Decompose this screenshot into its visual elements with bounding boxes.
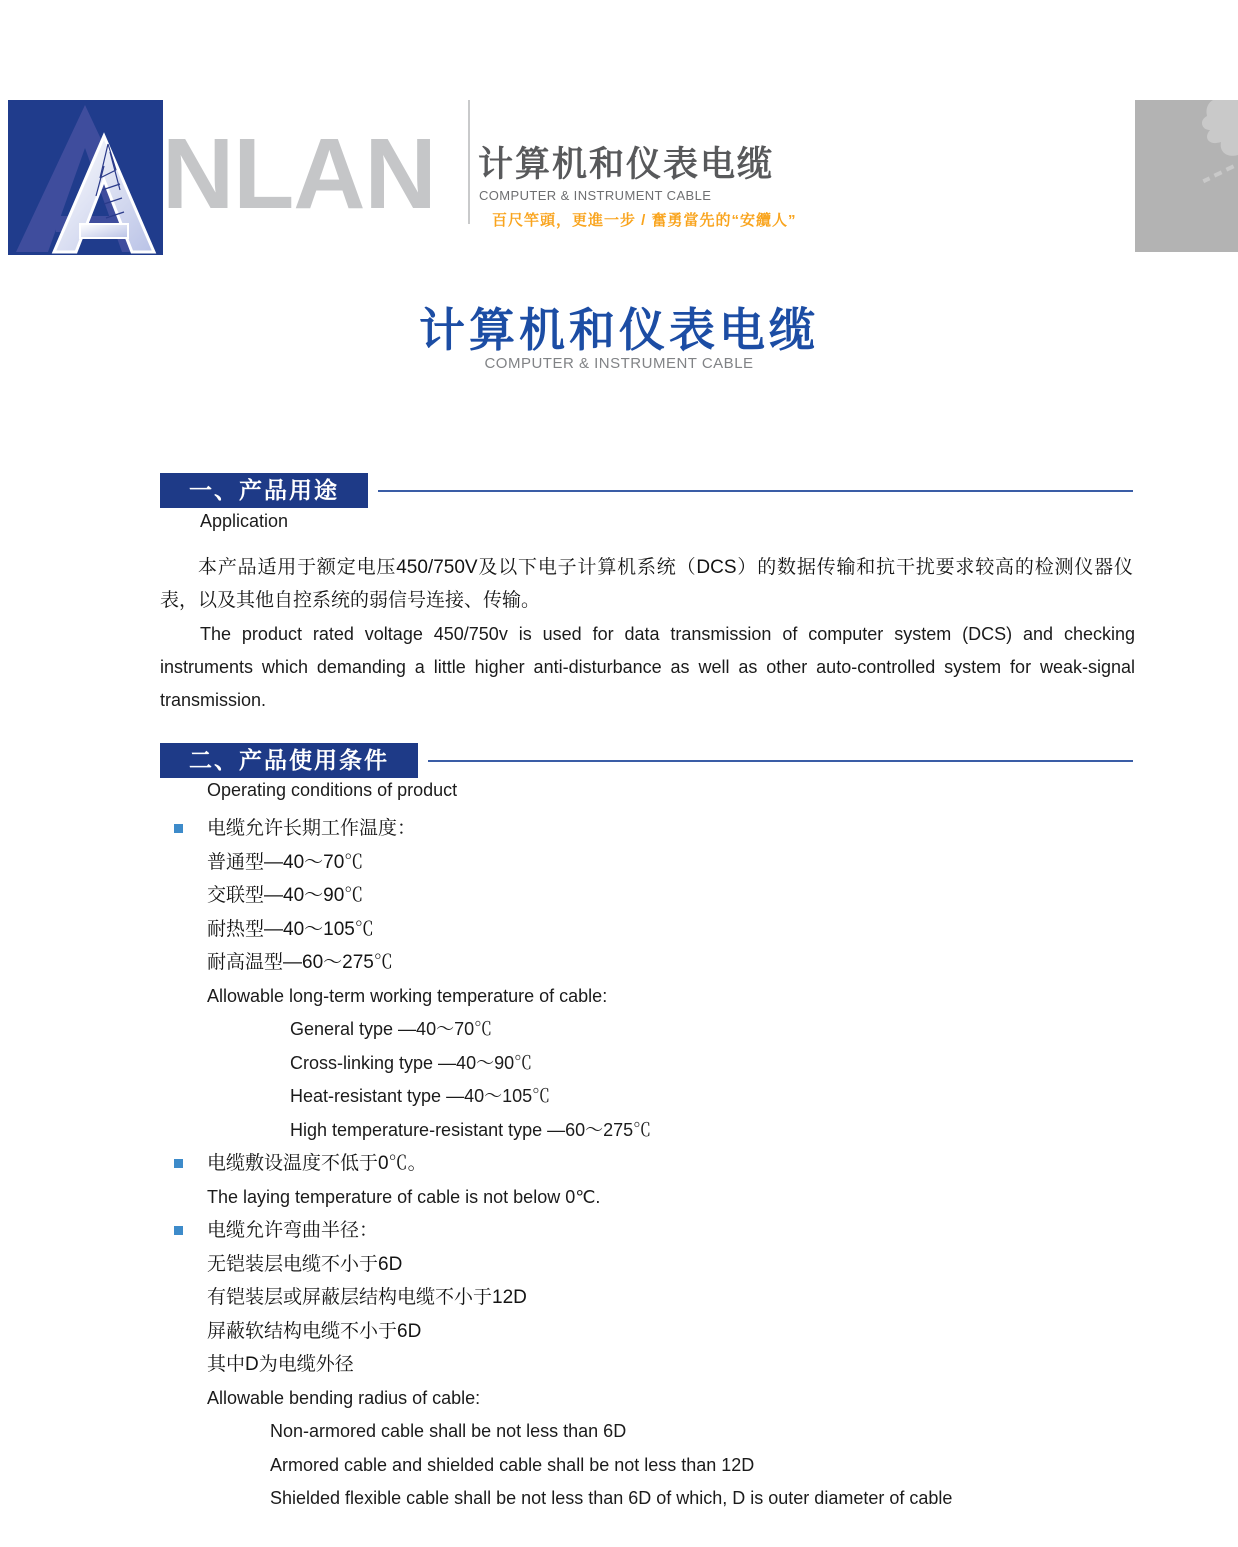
bullet-square-icon xyxy=(174,824,183,833)
page-subtitle: COMPUTER & INSTRUMENT CABLE xyxy=(484,355,754,372)
header-product-title-en: COMPUTER & INSTRUMENT CABLE xyxy=(479,188,712,203)
brand-wordmark: NLAN xyxy=(162,118,436,230)
section2-subheading: Operating conditions of product xyxy=(207,780,458,800)
leaf-silhouette-graphic xyxy=(1135,100,1238,252)
operating-conditions-list xyxy=(160,812,1135,1516)
temp-line-en: High temperature-resistant type —60～275℃ xyxy=(290,1119,652,1140)
application-paragraph-zh: 本产品适用于额定电压450/750V及以下电子计算机系统（DCS）的数据传输和抗干扰要求较高的检测仪器仪表，以及其他自控系统的弱信号连接、传输。 xyxy=(160,557,1133,611)
temp-line-zh: 耐热型—40～105℃ xyxy=(207,918,374,940)
bullet-square-icon xyxy=(174,1159,183,1168)
bending-line-en: Shielded flexible cable shall be not less than 6D of which, D is outer diameter of cable xyxy=(270,1488,953,1508)
temp-intro-en: Allowable long-term working temperature of cable: xyxy=(207,985,608,1006)
temp-line-zh: 交联型—40～90℃ xyxy=(207,885,364,906)
bending-line-zh: 屏蔽软结构电缆不小于6D xyxy=(207,1320,422,1342)
list-item-label: 电缆允许弯曲半径： xyxy=(207,1220,379,1241)
list-item-label: 电缆敷设温度不低于0℃。 xyxy=(207,1153,427,1174)
corner-photo-placeholder xyxy=(1135,100,1238,252)
section1-subheading: Application xyxy=(200,511,289,531)
brand-tagline: 百尺竿頭，更進一步 / 奮勇當先的“安纜人” xyxy=(492,212,797,229)
bullet-square-icon xyxy=(174,1226,183,1235)
section1-header xyxy=(160,473,1133,508)
temp-line-en: Cross-linking type —40～90℃ xyxy=(290,1052,533,1073)
section2-heading-tab: 二、产品使用条件 xyxy=(160,743,418,778)
page-title: 计算机和仪表电缆 xyxy=(419,304,819,356)
section1-rule-line xyxy=(378,490,1133,492)
bending-line-zh: 无铠装层电缆不小于6D xyxy=(207,1253,403,1275)
bending-line-en: Non-armored cable shall be not less than 6D xyxy=(270,1421,627,1441)
section2-header xyxy=(160,743,1133,778)
bending-line-en: Armored cable and shielded cable shall be not less than 12D xyxy=(270,1454,755,1475)
section2-rule-line xyxy=(428,760,1133,762)
list-item-bending-radius xyxy=(160,1214,1135,1248)
temp-line-en: Heat-resistant type —40～105℃ xyxy=(290,1086,551,1106)
application-paragraph-en: The product rated voltage 450/750v is used for data transmission of computer system (DCS) and checking instruments which demanding a little higher anti-disturbance as well as other auto-controlled system for weak-signal transmission. xyxy=(160,624,1135,710)
anlan-a-emblem-logo xyxy=(8,100,163,255)
bending-intro-en: Allowable bending radius of cable: xyxy=(207,1387,481,1408)
bending-line-zh: 有铠装层或屏蔽层结构电缆不小于12D xyxy=(207,1287,527,1308)
list-item-laying-temperature xyxy=(160,1147,1135,1181)
list-item-working-temperature xyxy=(160,812,1135,846)
brand-divider-line xyxy=(468,100,470,224)
section1-heading-tab: 一、产品用途 xyxy=(160,473,368,508)
temp-line-en: General type —40～70℃ xyxy=(290,1019,493,1039)
laying-line-en: The laying temperature of cable is not below 0℃. xyxy=(207,1186,601,1207)
temp-line-zh: 耐高温型—60～275℃ xyxy=(207,952,393,973)
bending-line-zh: 其中D为电缆外径 xyxy=(207,1354,354,1375)
list-item-label: 电缆允许长期工作温度： xyxy=(207,818,417,839)
header-product-title-zh: 计算机和仪表电缆 xyxy=(478,145,775,184)
temp-line-zh: 普通型—40～70℃ xyxy=(207,851,364,873)
